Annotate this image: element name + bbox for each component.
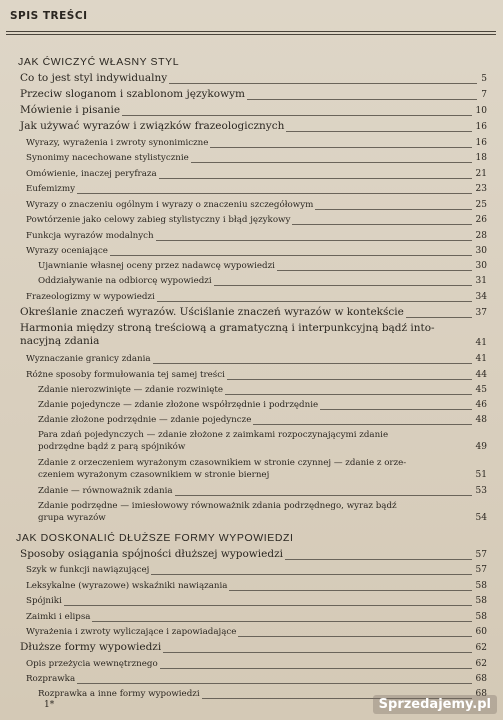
toc-page-number: 68 — [475, 674, 487, 684]
leader-line — [286, 131, 471, 132]
sheet-signature: 1* — [44, 700, 55, 710]
leader-line — [163, 652, 471, 653]
leader-line — [191, 162, 472, 163]
toc-entry — [0, 258, 503, 273]
toc-page-number: 58 — [475, 611, 487, 622]
toc-entry-title: Wyrazy oceniające — [26, 246, 108, 256]
toc-page-number: 45 — [475, 384, 487, 395]
toc-entry — [0, 70, 503, 86]
toc-entry — [0, 382, 503, 397]
section-heading-text: JAK ĆWICZYĆ WŁASNY STYL — [18, 56, 180, 68]
toc-entry — [0, 546, 503, 562]
toc-entry — [0, 655, 503, 671]
toc-page-number: 28 — [475, 230, 487, 241]
toc-entry — [0, 243, 503, 259]
leader-line — [225, 394, 472, 395]
toc-page-number: 16 — [475, 122, 487, 132]
toc-entry-title: Frazeologizmy w wypowiedzi — [26, 291, 155, 302]
leader-line — [153, 363, 472, 364]
toc-entry-title: Eufemizmy — [26, 184, 76, 194]
toc-page-number: 62 — [475, 658, 487, 669]
toc-entry-title: Oddziaływanie na odbiorcę wypowiedzi — [38, 276, 212, 286]
toc-entry-line: podrzędne bądź z parą spójników — [38, 441, 186, 452]
toc-entry — [0, 118, 503, 134]
toc-entry — [0, 304, 503, 320]
toc-entry — [0, 227, 503, 243]
toc-page-number: 34 — [475, 291, 487, 302]
leader-line — [315, 209, 471, 210]
toc-entry-title: Rozprawka a inne formy wypowiedzi — [38, 689, 200, 699]
leader-line — [227, 379, 472, 380]
toc-page-number: 7 — [481, 90, 487, 100]
toc-entry-title: Synonimy nacechowane stylistycznie — [26, 153, 189, 163]
leader-line — [253, 424, 471, 425]
toc-page-number: 57 — [475, 565, 487, 575]
toc-entry — [0, 320, 503, 351]
leader-line — [77, 193, 472, 194]
toc-page-number: 23 — [475, 184, 487, 194]
toc-entry — [0, 165, 503, 181]
leader-line — [210, 147, 471, 148]
toc-page-number: 18 — [475, 153, 487, 163]
toc-entry-title: Zdanie — równoważnik zdania — [38, 485, 173, 496]
leader-line — [77, 683, 471, 684]
toc-entry — [0, 102, 503, 118]
toc-entry-line: czeniem wyrażonym czasownikiem w stronie biernej — [38, 469, 270, 480]
toc-entry-line: Zdanie z orzeczeniem wyrażonym czasownikiem w stronie czynnej — zdanie z orze- — [38, 457, 407, 468]
toc-page-number: 46 — [475, 399, 487, 410]
toc-page-number: 68 — [475, 689, 487, 699]
toc-page-number: 5 — [481, 74, 487, 84]
section-heading — [0, 54, 503, 70]
watermark-logo: Sprzedajemy.pl — [373, 695, 497, 714]
header-rule — [6, 31, 496, 32]
toc-entry-line: nacyjną zdania — [20, 335, 100, 347]
leader-line — [175, 495, 472, 496]
leader-line — [160, 668, 472, 669]
toc-entry — [0, 181, 503, 197]
toc-entry-title: Leksykalne (wyrazowe) wskaźniki nawiązania — [26, 580, 228, 591]
toc-page-number: 41 — [475, 354, 487, 364]
toc-entry — [0, 562, 503, 578]
section-heading-text: JAK DOSKONALIĆ DŁUŻSZE FORMY WYPOWIEDZI — [16, 531, 294, 544]
toc-entry-title: Zaimki i elipsa — [26, 611, 91, 622]
toc-entry — [0, 577, 503, 593]
toc-entry-title: Określanie znaczeń wyrazów. Uściślanie znaczeń wyrazów w kontekście — [20, 305, 404, 318]
toc-entry-title: Rozprawka — [26, 674, 76, 684]
leader-line — [292, 224, 471, 225]
leader-line — [238, 636, 471, 637]
toc-entry — [0, 134, 503, 150]
toc-entry-title: Wyznaczanie granicy zdania — [26, 354, 151, 364]
toc-entry-title: Omówienie, inaczej peryfraza — [26, 168, 157, 179]
toc-page-number: 10 — [475, 106, 487, 116]
toc-entry-title: Sposoby osiągania spójności dłuższej wypowiedzi — [20, 547, 283, 560]
leader-line — [406, 317, 472, 318]
toc-page-number: 62 — [475, 643, 487, 653]
toc-page-number: 58 — [475, 580, 487, 591]
toc-entry — [0, 212, 503, 228]
toc-entry — [0, 366, 503, 382]
table-of-contents — [0, 54, 503, 701]
toc-page-number: 26 — [475, 215, 487, 225]
toc-entry — [0, 150, 503, 166]
toc-entry-title: Różne sposoby formułowania tej samej treści — [26, 369, 225, 380]
toc-entry-line: Para zdań pojedynczych — zdanie złożone z zaimkami rozpoczynającymi zdanie — [38, 429, 389, 440]
leader-line — [110, 255, 472, 256]
toc-entry-line: Zdanie podrzędne — imiesłowowy równoważnik zdania podrzędnego, wyraz bądź — [38, 500, 397, 511]
leader-line — [157, 301, 472, 302]
toc-page-number: 60 — [475, 627, 487, 637]
header-rule — [6, 34, 496, 35]
toc-entry — [0, 427, 503, 455]
toc-page-number: 30 — [475, 261, 487, 271]
leader-line — [214, 285, 472, 286]
toc-entry-title: Zdanie pojedyncze — zdanie złożone współrzędnie i podrzędnie — [38, 399, 319, 410]
toc-entry-line: Harmonia między stroną treściową a gramatyczną i interpunkcyjną bądź into- — [20, 321, 435, 334]
leader-line — [151, 574, 471, 575]
toc-entry — [0, 483, 503, 498]
toc-entry-title: Wyrażenia i zwroty wyliczające i zapowiadające — [26, 627, 237, 637]
leader-line — [64, 605, 472, 606]
toc-entry-line: grupa wyrazów — [38, 512, 106, 523]
leader-line — [169, 83, 477, 84]
toc-entry — [0, 639, 503, 655]
toc-page-number: 16 — [475, 137, 487, 148]
toc-entry-title: Mówienie i pisanie — [20, 104, 121, 116]
leader-line — [92, 621, 471, 622]
toc-entry-title: Ujawnianie własnej oceny przez nadawcę wypowiedzi — [38, 261, 275, 271]
toc-entry — [0, 624, 503, 640]
toc-page-number: 57 — [475, 549, 487, 560]
section-heading — [0, 526, 503, 546]
toc-entry-title: Szyk w funkcji nawiązującej — [26, 565, 150, 575]
toc-entry-title: Zdanie złożone podrzędnie — zdanie pojedyncze — [38, 414, 252, 425]
toc-entry-title: Powtórzenie jako celowy zabieg stylistyczny i błąd językowy — [26, 215, 291, 225]
toc-entry — [0, 671, 503, 687]
toc-entry-title: Jak używać wyrazów i związków frazeologicznych — [20, 120, 285, 132]
toc-entry — [0, 288, 503, 304]
leader-line — [320, 409, 471, 410]
leader-line — [285, 559, 472, 560]
toc-entry — [0, 608, 503, 624]
toc-entry-title: Spójniki — [26, 596, 62, 606]
toc-page-number: 37 — [475, 307, 487, 318]
toc-entry — [0, 498, 503, 526]
toc-entry — [0, 86, 503, 102]
toc-page-number: 49 — [475, 441, 487, 452]
leader-line — [277, 270, 472, 271]
toc-page-number: 54 — [475, 512, 487, 523]
toc-page-number: 44 — [475, 369, 487, 380]
toc-entry-title: Wyrazy, wyrażenia i zwroty synonimiczne — [26, 137, 209, 148]
leader-line — [247, 99, 477, 100]
page-title: SPIS TREŚCI — [10, 10, 88, 22]
toc-page-number: 25 — [475, 199, 487, 210]
toc-page-number: 53 — [475, 485, 487, 496]
toc-entry — [0, 196, 503, 212]
toc-entry — [0, 273, 503, 288]
leader-line — [156, 240, 472, 241]
toc-page-number: 58 — [475, 596, 487, 606]
toc-entry-title: Co to jest styl indywidualny — [20, 72, 168, 84]
toc-entry — [0, 412, 503, 427]
leader-line — [229, 590, 471, 591]
toc-page-number: 48 — [475, 414, 487, 425]
toc-entry-title: Zdanie nierozwinięte — zdanie rozwinięte — [38, 384, 224, 395]
toc-entry-title: Przeciw sloganom i szablonom językowym — [20, 88, 245, 100]
toc-page-number: 51 — [475, 469, 487, 480]
toc-entry-title: Dłuższe formy wypowiedzi — [20, 641, 162, 653]
toc-page-number: 30 — [475, 246, 487, 256]
leader-line — [122, 115, 471, 116]
toc-page-number: 31 — [475, 276, 487, 286]
toc-entry — [0, 397, 503, 412]
toc-entry — [0, 351, 503, 367]
toc-page-number: 21 — [475, 168, 487, 179]
toc-entry — [0, 455, 503, 483]
toc-entry-title: Opis przeżycia wewnętrznego — [26, 658, 158, 669]
toc-entry — [0, 593, 503, 609]
toc-entry-title: Funkcja wyrazów modalnych — [26, 230, 154, 241]
toc-page-number: 41 — [475, 337, 487, 348]
toc-entry-title: Wyrazy o znaczeniu ogólnym i wyrazy o znaczeniu szczegółowym — [26, 199, 314, 210]
leader-line — [159, 178, 472, 179]
